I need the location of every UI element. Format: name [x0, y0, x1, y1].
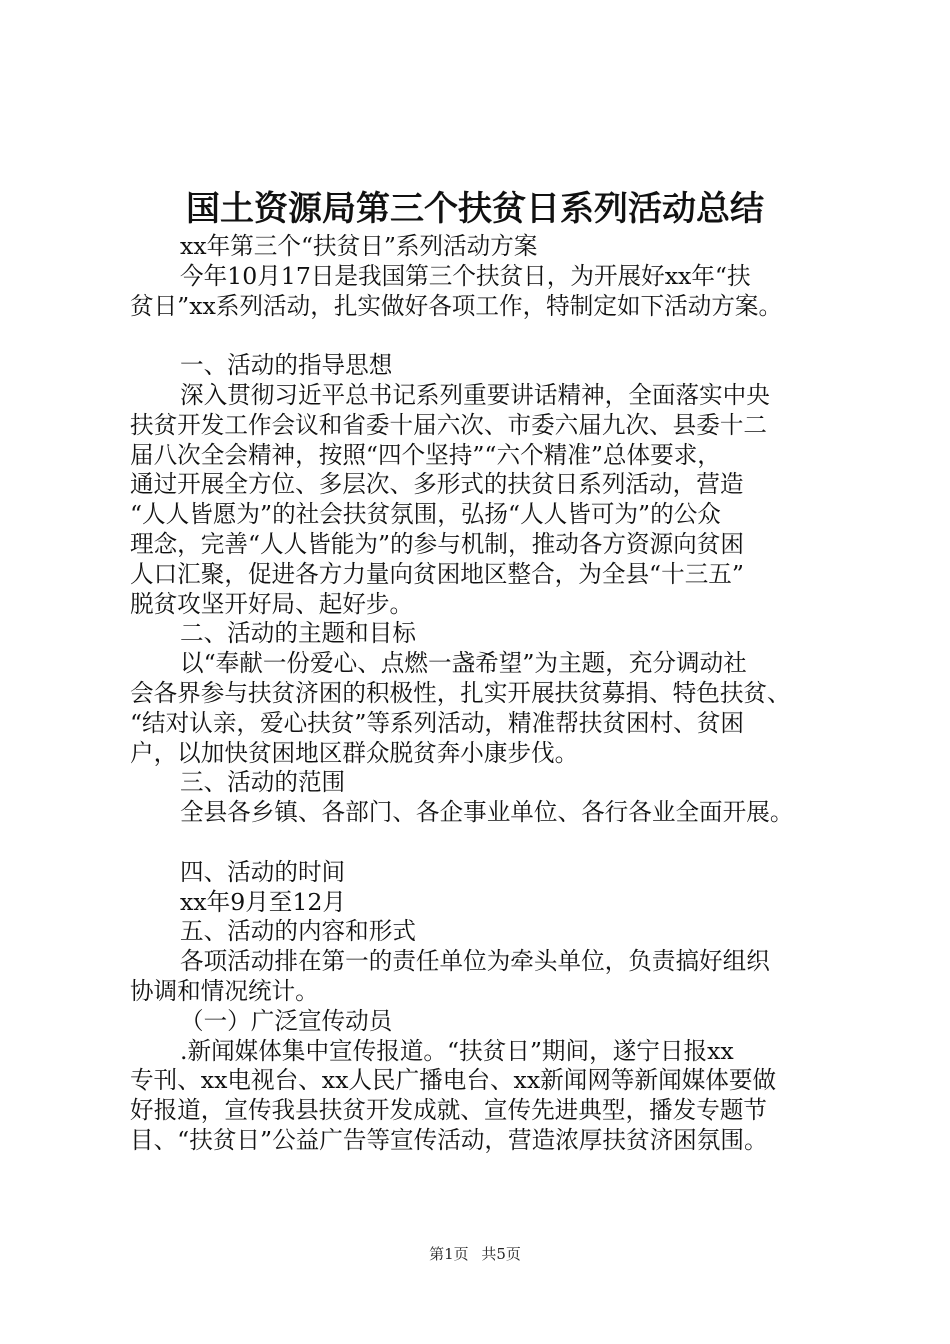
- paragraph-line: xx年9月至12月: [180, 887, 347, 916]
- paragraph-line: 会各界参与扶贫济困的积极性，扎实开展扶贫募捐、特色扶贫、: [130, 678, 791, 707]
- paragraph-line: “人人皆愿为”的社会扶贫氛围，弘扬“人人皆可为”的公众: [130, 500, 721, 529]
- paragraph-line: 协调和情况统计。: [130, 976, 319, 1005]
- document-title: 国土资源局第三个扶贫日系列活动总结: [186, 189, 764, 229]
- paragraph-line: 以“奉献一份爱心、点燃一盏希望”为主题，充分调动社: [180, 649, 747, 678]
- page-footer: [0, 1243, 950, 1265]
- section-heading: 一、活动的指导思想: [180, 351, 393, 380]
- page-number: 第1页: [429, 1245, 469, 1263]
- plan-heading-line: xx年第三个“扶贫日”系列活动方案: [180, 232, 538, 260]
- paragraph-line: 理念，完善“人人皆能为”的参与机制，推动各方资源向贫困: [130, 529, 744, 558]
- paragraph-line: 目、“扶贫日”公益广告等宣传活动，营造浓厚扶贫济困氛围。: [130, 1125, 768, 1154]
- paragraph-line: “结对认亲，爱心扶贫”等系列活动，精准帮扶贫困村、贫困: [130, 708, 744, 737]
- section-heading: 二、活动的主题和目标: [180, 619, 416, 648]
- paragraph-line: 今年10月17日是我国第三个扶贫日，为开展好xx年“扶: [180, 261, 751, 290]
- paragraph-line: 贫日”xx系列活动，扎实做好各项工作，特制定如下活动方案。: [130, 291, 783, 320]
- subsection-heading: （一）广泛宣传动员: [180, 1006, 393, 1035]
- paragraph-line: .新闻媒体集中宣传报道。“扶贫日”期间，遂宁日报xx: [180, 1036, 734, 1065]
- document-body: [130, 232, 842, 1156]
- paragraph-line: 各项活动排在第一的责任单位为牵头单位，负责搞好组织: [180, 947, 770, 976]
- paragraph-line: 户，以加快贫困地区群众脱贫奔小康步伐。: [130, 738, 579, 767]
- paragraph-line: 全县各乡镇、各部门、各企事业单位、各行各业全面开展。: [180, 798, 794, 827]
- section-heading: 五、活动的内容和形式: [180, 917, 416, 946]
- paragraph-line: 脱贫攻坚开好局、起好步。: [130, 589, 414, 618]
- paragraph-line: 通过开展全方位、多层次、多形式的扶贫日系列活动，营造: [130, 470, 744, 499]
- paragraph-line: 专刊、xx电视台、xx人民广播电台、xx新闻网等新闻媒体要做: [130, 1066, 777, 1095]
- paragraph-line: 人口汇聚，促进各方力量向贫困地区整合，为全县“十三五”: [130, 559, 744, 588]
- paragraph-line: 届八次全会精神，按照“四个坚持”“六个精准”总体要求，: [130, 440, 721, 469]
- blank-line: [130, 321, 842, 351]
- page-total: 共5页: [481, 1245, 521, 1263]
- blank-line: [130, 828, 842, 858]
- paragraph-line: 深入贯彻习近平总书记系列重要讲话精神，全面落实中央: [180, 380, 770, 409]
- section-heading: 三、活动的范围: [180, 768, 346, 797]
- paragraph-line: 扶贫开发工作会议和省委十届六次、市委六届九次、县委十二: [130, 410, 768, 439]
- paragraph-line: 好报道，宣传我县扶贫开发成就、宣传先进典型，播发专题节: [130, 1096, 768, 1125]
- section-heading: 四、活动的时间: [180, 857, 346, 886]
